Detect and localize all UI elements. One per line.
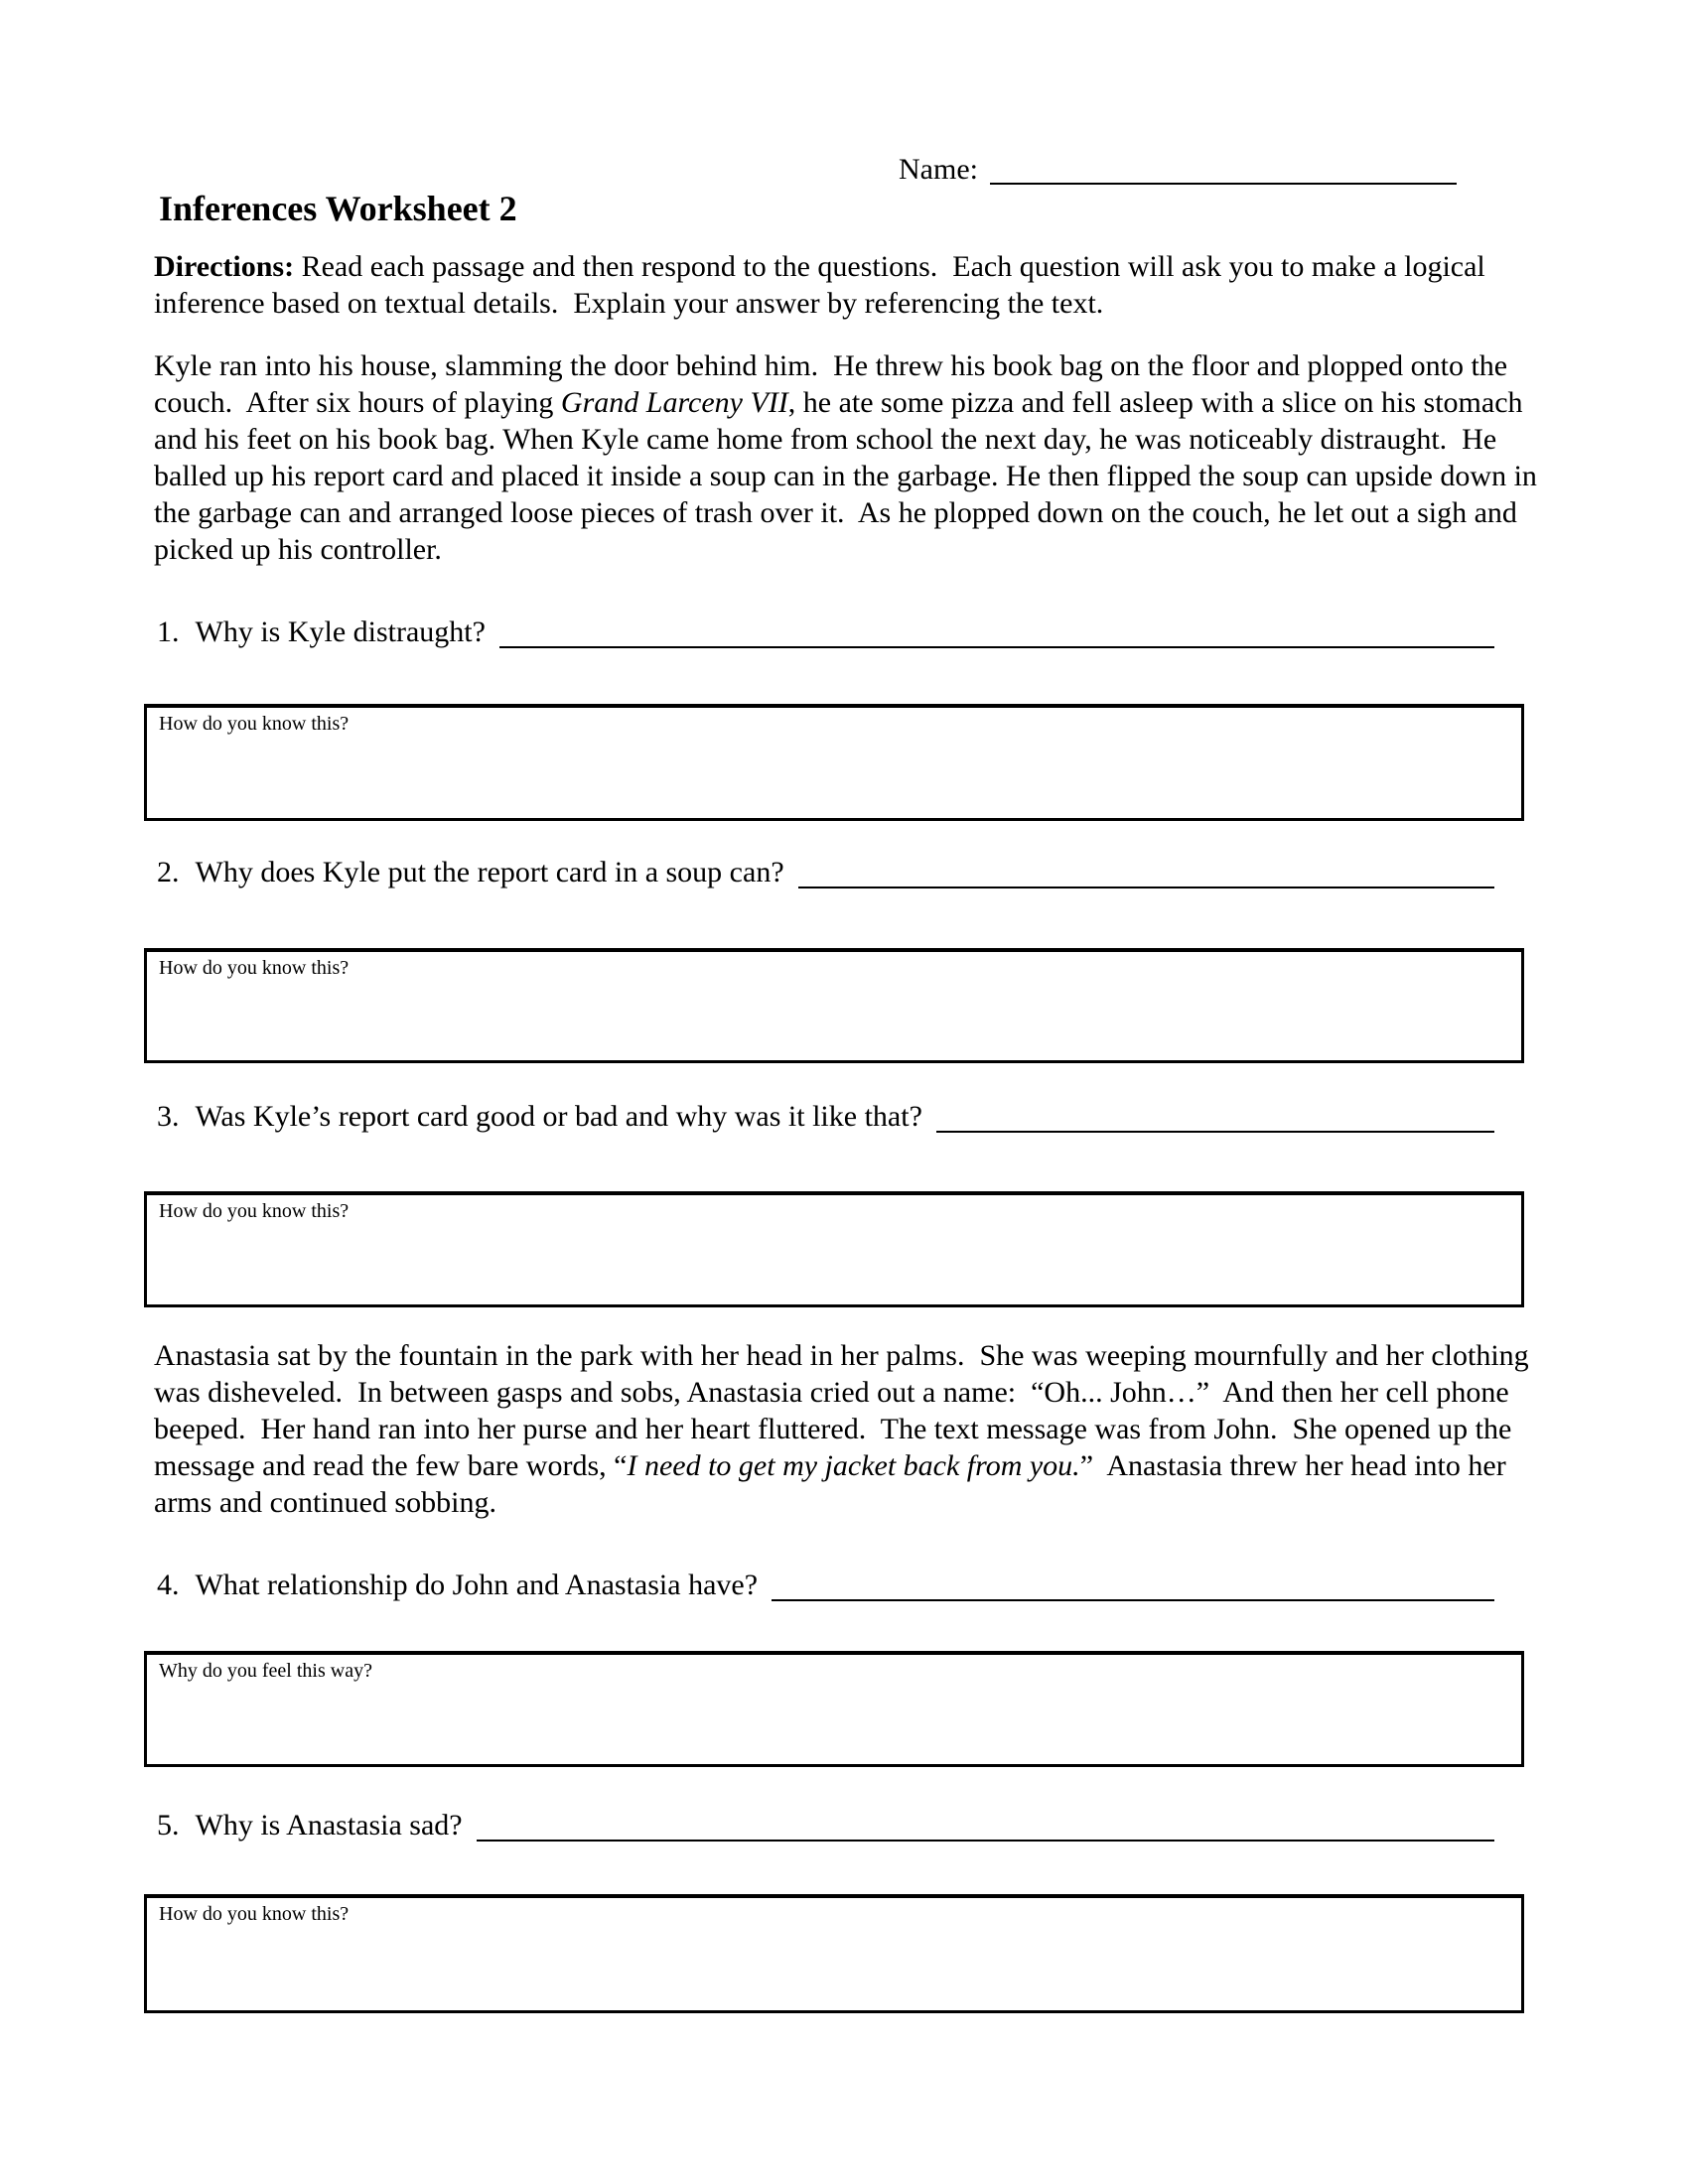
- question-1-number: 1.: [157, 615, 180, 648]
- passage-anastasia-text-continued: ” Anastasia threw her head into her arms and continued sobbing.: [154, 1449, 1514, 1519]
- question-1-text: Why is Kyle distraught?: [195, 615, 486, 648]
- question-3: [157, 1098, 1494, 1136]
- directions-text: Read each passage and then respond to the questions. Each question will ask you to make a logical inference based on textual details. Explain your answer by referencing the text.: [154, 250, 1493, 320]
- passage-anastasia-text: Anastasia sat by the fountain in the park with her head in her palms. She was weeping mournfully and her clothing was disheveled. In between gasps and sobs, Anastasia cried out a name: “Oh... John…” And then her cell phone beeped. Her hand ran into her purse and her heart fluttered. The text message was from John. She opened up the message and read the few bare words, “: [154, 1339, 1537, 1482]
- passage-anastasia: [154, 1337, 1544, 1521]
- question-1-answer-box[interactable]: [144, 704, 1524, 821]
- question-3-text: Was Kyle’s report card good or bad and why was it like that?: [195, 1100, 922, 1133]
- question-5: [157, 1807, 1494, 1844]
- question-3-number: 3.: [157, 1100, 180, 1133]
- question-2-number: 2.: [157, 856, 180, 888]
- question-4-number: 4.: [157, 1569, 180, 1601]
- question-4-answer-box[interactable]: [144, 1651, 1524, 1767]
- passage-kyle: [154, 347, 1544, 568]
- question-3-answer-line[interactable]: [936, 1098, 1494, 1133]
- directions: [154, 248, 1544, 322]
- question-2-box-label: How do you know this?: [159, 957, 350, 979]
- question-3-box-label: How do you know this?: [159, 1200, 350, 1222]
- name-label: Name:: [899, 153, 978, 186]
- question-2: [157, 854, 1494, 891]
- question-4-box-label: Why do you feel this way?: [159, 1660, 372, 1682]
- passage-kyle-text-continued: , he ate some pizza and fell asleep with a slice on his stomach and his feet on his book bag. When Kyle came home from school the next day, he was noticeably distraught. He balled up his report card and placed it inside a soup can in the garbage. He then flipped the soup can upside down in the garbage can and arranged loose pieces of trash over it. As he plopped down on the couch, he let out a sigh and picked up his controller.: [154, 386, 1545, 566]
- question-5-answer-line[interactable]: [477, 1807, 1494, 1842]
- name-row: [899, 151, 1457, 188]
- question-4: [157, 1567, 1494, 1604]
- question-2-answer-line[interactable]: [798, 854, 1494, 888]
- question-4-text: What relationship do John and Anastasia have?: [195, 1569, 759, 1601]
- question-1-answer-line[interactable]: [499, 614, 1494, 648]
- question-3-answer-box[interactable]: [144, 1191, 1524, 1307]
- question-5-number: 5.: [157, 1809, 180, 1842]
- question-2-text: Why does Kyle put the report card in a soup can?: [195, 856, 784, 888]
- passage-kyle-text: Kyle ran into his house, slamming the door behind him. He threw his book bag on the floor and plopped onto the couch. After six hours of playing: [154, 349, 1515, 419]
- question-5-answer-box[interactable]: [144, 1894, 1524, 2013]
- question-2-answer-box[interactable]: [144, 948, 1524, 1063]
- question-1: [157, 614, 1494, 651]
- question-5-text: Why is Anastasia sad?: [195, 1809, 463, 1842]
- question-4-answer-line[interactable]: [772, 1567, 1494, 1601]
- name-blank-line[interactable]: [990, 151, 1457, 185]
- question-5-box-label: How do you know this?: [159, 1903, 350, 1925]
- page-title: Inferences Worksheet 2: [159, 189, 517, 228]
- question-1-box-label: How do you know this?: [159, 713, 350, 735]
- passage-anastasia-text-message: I need to get my jacket back from you.: [627, 1449, 1080, 1482]
- passage-kyle-game-title: Grand Larceny VII: [560, 386, 788, 419]
- directions-label: Directions:: [154, 250, 295, 283]
